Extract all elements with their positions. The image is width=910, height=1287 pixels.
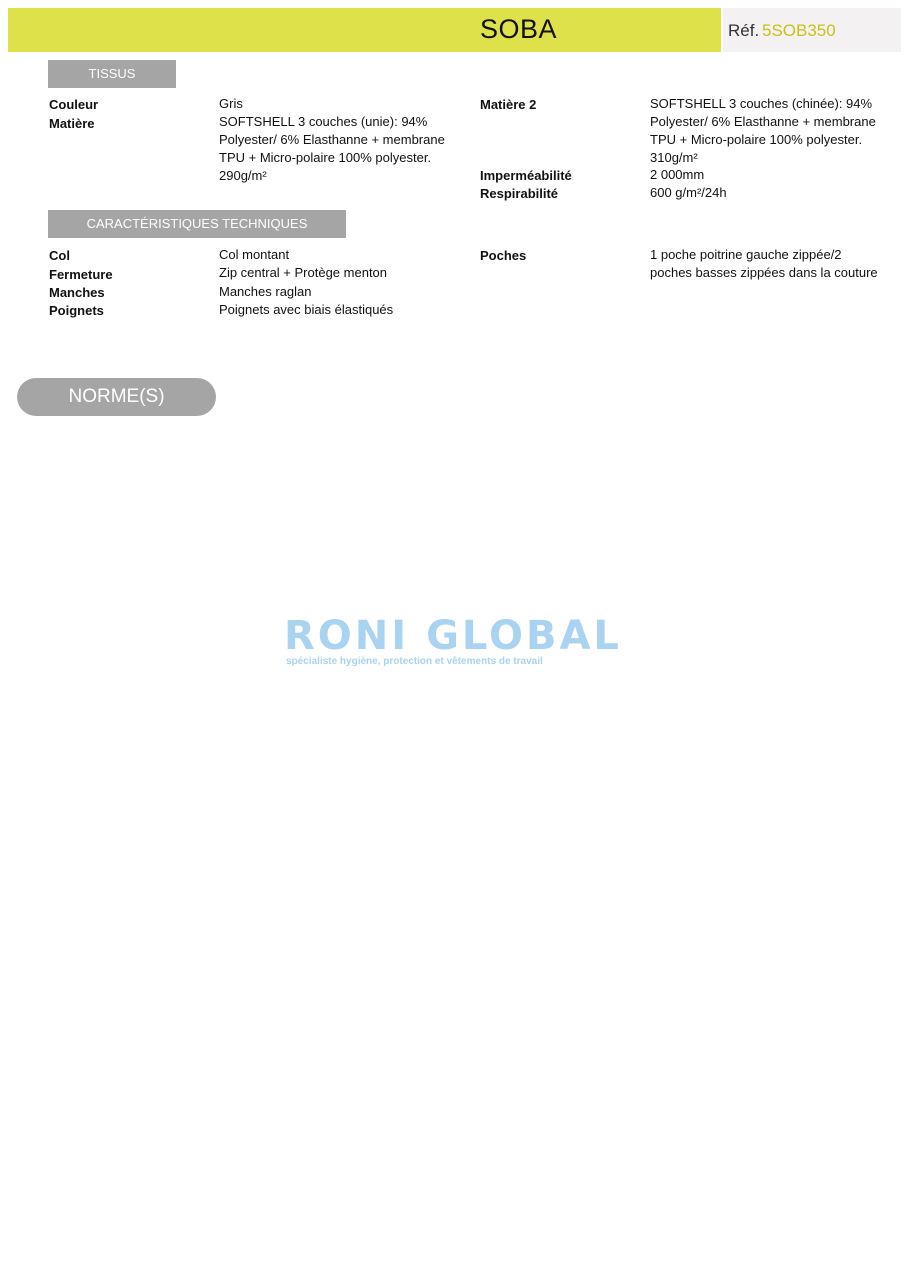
value-poignets: Poignets avec biais élastiqués <box>219 302 394 317</box>
value-matiere-2: SOFTSHELL 3 couches (chinée): 94% Polyester/ 6% Elasthanne + membrane TPU + Micro-polaire 100% polyester. 310g/m² <box>650 96 876 165</box>
value-matiere: SOFTSHELL 3 couches (unie): 94% Polyester/ 6% Elasthanne + membrane TPU + Micro-polaire 100% polyester. 290g/m² <box>219 114 445 183</box>
reference-value: 5SOB350 <box>762 21 836 40</box>
value-poches: 1 poche poitrine gauche zippée/2 poches basses zippées dans la couture <box>650 247 878 280</box>
watermark-logo-text: RONI GLOBAL <box>284 613 622 659</box>
value-col: Col montant <box>219 247 290 262</box>
label-col: Col <box>49 248 70 263</box>
label-couleur: Couleur <box>49 97 99 112</box>
watermark-tagline: spécialiste hygiène, protection et vêtements de travail <box>286 656 543 667</box>
value-couleur: Gris <box>219 96 243 111</box>
product-name: SOBA <box>480 14 558 44</box>
section-title-tissus: TISSUS <box>48 60 176 88</box>
value-manches: Manches raglan <box>219 284 312 299</box>
value-respirabilite: 600 g/m²/24h <box>650 185 727 200</box>
label-poches: Poches <box>480 248 527 263</box>
header-bar <box>8 8 721 52</box>
label-manches: Manches <box>49 285 105 300</box>
value-fermeture: Zip central + Protège menton <box>219 265 388 280</box>
label-impermeabilite: Imperméabilité <box>480 168 572 183</box>
label-poignets: Poignets <box>49 303 104 318</box>
label-respirabilite: Respirabilité <box>480 186 559 201</box>
reference-label: Réf. <box>728 21 760 40</box>
value-impermeabilite: 2 000mm <box>650 167 705 182</box>
watermark-logo <box>284 614 634 667</box>
section-title-caracteristiques: CARACTÉRISTIQUES TECHNIQUES <box>48 210 346 238</box>
label-fermeture: Fermeture <box>49 267 113 282</box>
section-title-norme: NORME(S) <box>17 378 216 416</box>
label-matiere-2: Matière 2 <box>480 97 537 112</box>
label-matiere: Matière <box>49 116 95 131</box>
